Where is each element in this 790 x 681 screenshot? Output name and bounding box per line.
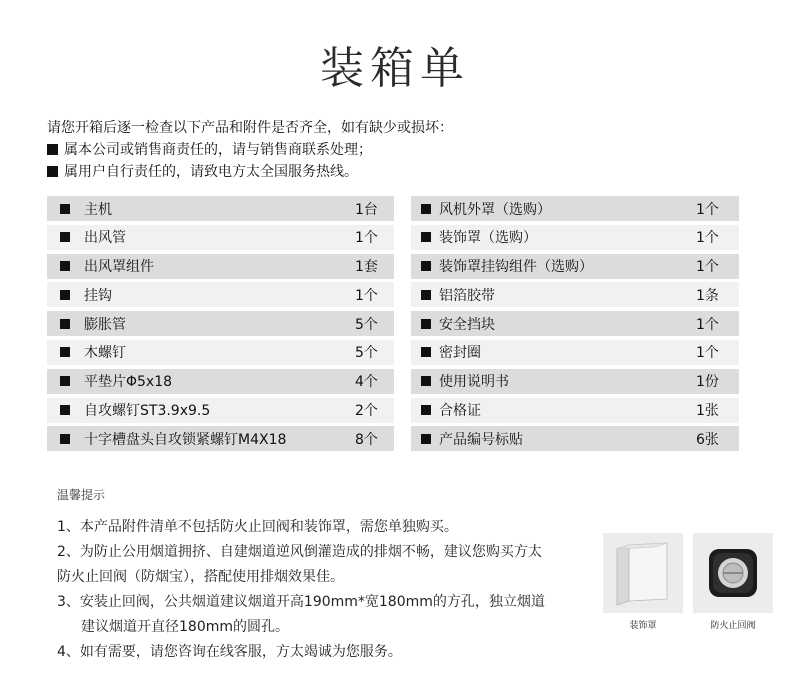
list-item [411,426,739,451]
list-item [47,282,394,307]
list-item [47,398,394,423]
item-qty: 5个 [355,316,378,333]
item-qty: 1个 [355,287,378,304]
item-name: 安全挡块 [439,316,495,333]
item-name: 木螺钉 [84,345,126,362]
square-bullet-icon [60,319,70,329]
list-item [47,225,394,250]
decorative-cover-icon [603,533,683,613]
square-bullet-icon [421,232,431,242]
item-name: 十字槽盘头自攻锁紧螺钉M4X18 [84,431,287,448]
item-name: 膨胀管 [84,316,126,333]
list-item [47,254,394,279]
list-item [411,369,739,394]
item-name: 装饰罩（选购） [439,230,537,247]
list-item [411,340,739,365]
tip-2-line-1: 2、为防止公用烟道拥挤、自建烟道逆风倒灌造成的排烟不畅，建议您购买方太 [57,544,542,560]
list-item [411,311,739,336]
item-name: 装饰罩挂钩组件（选购） [439,259,593,276]
item-qty: 1个 [696,201,719,218]
square-bullet-icon [421,290,431,300]
list-item [47,426,394,451]
item-name: 产品编号标贴 [439,431,523,448]
decorative-cover-image [603,533,683,613]
tip-4: 4、如有需要，请您咨询在线客服，方太竭诚为您服务。 [57,644,402,660]
item-qty: 8个 [355,431,378,448]
item-name: 出风罩组件 [84,259,154,276]
item-name: 自攻螺钉ST3.9x9.5 [84,403,211,420]
square-bullet-icon [60,290,70,300]
square-bullet-icon [47,144,58,155]
fire-check-valve-icon [693,533,773,613]
square-bullet-icon [421,204,431,214]
item-name: 挂钩 [84,287,112,304]
item-qty: 1张 [696,403,719,420]
square-bullet-icon [60,232,70,242]
item-qty: 1台 [355,201,378,218]
square-bullet-icon [421,376,431,386]
intro-line-1: 请您开箱后逐一检查以下产品和附件是否齐全，如有缺少或损坏： [47,120,453,136]
item-qty: 2个 [355,403,378,420]
item-qty: 1个 [696,230,719,247]
item-qty: 1个 [696,259,719,276]
square-bullet-icon [60,405,70,415]
intro [47,117,453,183]
item-qty: 1条 [696,287,719,304]
list-item [47,196,394,221]
packing-list-left [47,196,394,455]
item-name: 合格证 [439,403,481,420]
intro-line-2-text: 属本公司或销售商责任的，请与销售商联系处理； [64,142,372,158]
list-item [411,196,739,221]
fire-check-valve-label: 防火止回阀 [710,621,756,631]
square-bullet-icon [60,376,70,386]
list-item [411,254,739,279]
tip-3-line-1: 3、安装止回阀，公共烟道建议烟道开高190mm*宽180mm的方孔，独立烟道 [57,594,545,610]
packing-list-right [411,196,739,455]
list-item [411,398,739,423]
intro-line-3 [47,161,453,183]
tips-list [57,515,577,665]
square-bullet-icon [60,347,70,357]
tip-3-line-2: 建议烟道开直径180mm的圆孔。 [81,619,289,635]
square-bullet-icon [60,204,70,214]
square-bullet-icon [421,347,431,357]
page-title: 装箱单 [320,43,470,94]
square-bullet-icon [47,166,58,177]
list-item [47,369,394,394]
item-qty: 5个 [355,345,378,362]
list-item [411,282,739,307]
square-bullet-icon [421,261,431,271]
item-qty: 1份 [696,374,719,391]
fire-check-valve-image [693,533,773,613]
square-bullet-icon [421,405,431,415]
item-name: 主机 [84,201,112,218]
decorative-cover-label: 装饰罩 [629,621,657,631]
item-qty: 1个 [355,230,378,247]
square-bullet-icon [60,434,70,444]
tip-1: 1、本产品附件清单不包括防火止回阀和装饰罩，需您单独购买。 [57,519,458,535]
list-item [47,311,394,336]
item-qty: 1套 [355,259,378,276]
item-name: 出风管 [84,230,126,247]
list-item [411,225,739,250]
square-bullet-icon [421,434,431,444]
square-bullet-icon [421,319,431,329]
intro-line-2 [47,139,453,161]
list-item [47,340,394,365]
item-name: 密封圈 [439,345,481,362]
tips-heading: 温馨提示 [57,488,106,502]
item-qty: 1个 [696,316,719,333]
item-name: 风机外罩（选购） [439,201,551,218]
square-bullet-icon [60,261,70,271]
intro-line-3-text: 属用户自行责任的，请致电方太全国服务热线。 [64,164,358,180]
item-qty: 1个 [696,345,719,362]
item-name: 平垫片Φ5x18 [84,374,173,391]
item-qty: 6张 [696,431,719,448]
item-name: 铝箔胶带 [439,287,495,304]
item-name: 使用说明书 [439,374,509,391]
item-qty: 4个 [355,374,378,391]
tip-2-line-2: 防火止回阀（防烟宝），搭配使用排烟效果佳。 [57,569,344,585]
